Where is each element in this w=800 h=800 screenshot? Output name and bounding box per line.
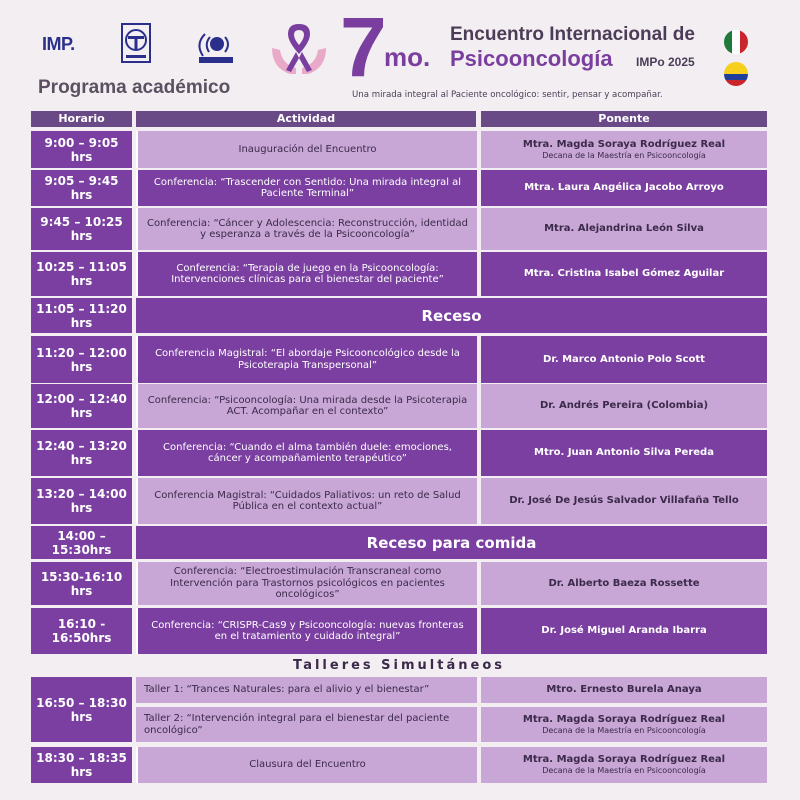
time-label: 18:30 – 18:35 hrs — [36, 751, 127, 779]
speaker-cell — [481, 707, 767, 742]
speaker-name: Mtro. Juan Antonio Silva Pereda — [534, 447, 714, 458]
break-banner — [136, 526, 767, 559]
activity-label: Clausura del Encuentro — [249, 759, 366, 771]
time-cell — [31, 677, 132, 742]
event-tagline: Una mirada integral al Paciente oncológico: sentir, pensar y acompañar. — [352, 90, 663, 100]
speaker-name: Dr. Alberto Baeza Rossette — [548, 577, 700, 589]
awareness-ribbon-hands-icon — [268, 18, 330, 80]
edition-suffix: mo. — [384, 42, 431, 72]
radio-olimpo-logo-icon — [193, 26, 238, 66]
event-code: IMPo 2025 — [636, 55, 695, 69]
time-label: 11:05 – 11:20 hrs — [36, 301, 127, 330]
workshop-activity-cell — [136, 707, 477, 742]
activity-cell — [136, 608, 477, 654]
activity-label: Conferencia: “Trascender con Sentido: Una mirada integral al Paciente Terminal” — [153, 176, 462, 199]
workshops-title: Talleres Simultáneos — [293, 658, 505, 673]
activity-label: Conferencia Magistral: “El abordaje Psicooncológico desde la Psicoterapia Transpersonal” — [155, 348, 460, 371]
time-cell — [31, 131, 132, 168]
time-label: 14:00 – 15:30hrs — [51, 528, 112, 557]
activity-cell — [136, 478, 477, 524]
activity-cell — [136, 252, 477, 296]
time-label: 13:20 – 14:00 hrs — [36, 487, 127, 515]
time-cell — [31, 430, 132, 476]
mexico-flag-icon — [724, 30, 748, 54]
speaker-cell — [481, 747, 767, 783]
event-title-line2: Psicooncología — [450, 46, 613, 71]
speaker-note: Decana de la Maestría en Psicooncología — [542, 150, 706, 160]
activity-cell — [136, 336, 477, 383]
speaker-cell — [481, 478, 767, 524]
column-header-time: Horario — [31, 111, 132, 127]
colombia-flag-icon — [724, 62, 748, 86]
program-title: Programa académico — [38, 77, 231, 98]
time-label: 9:05 – 9:45 hrs — [44, 174, 119, 202]
speaker-name: Mtra. Cristina Isabel Gómez Aguilar — [523, 268, 725, 279]
break-label: Receso para comida — [366, 533, 537, 552]
time-label: 15:30-16:10 hrs — [40, 569, 123, 598]
speaker-name: Mtra. Magda Soraya Rodríguez Real — [522, 138, 726, 150]
speaker-note: Decana de la Maestría en Psicooncología — [542, 725, 706, 735]
time-cell — [31, 336, 132, 383]
speaker-cell — [481, 430, 767, 476]
activity-label: Conferencia: “CRISPR-Cas9 y Psicooncología: nuevas fronteras en el tratamiento y cuidado integral” — [151, 619, 464, 642]
workshop-label: Taller 1: “Trances Naturales: para el alivio y el bienestar” — [144, 684, 430, 696]
impo-logo: IMP. — [42, 34, 75, 54]
column-header-speaker: Ponente — [481, 111, 767, 127]
speaker-name: Mtra. Magda Soraya Rodríguez Real — [522, 754, 726, 765]
workshop-activity-cell — [136, 677, 477, 703]
speaker-name: Dr. Andrés Pereira (Colombia) — [539, 400, 709, 411]
speaker-cell — [481, 336, 767, 383]
activity-cell — [136, 208, 477, 250]
speaker-name: Mtra. Magda Soraya Rodríguez Real — [522, 713, 726, 725]
partner-logos — [38, 22, 248, 72]
speaker-name: Dr. José De Jesús Salvador Villafaña Tello — [509, 495, 739, 506]
speaker-cell — [481, 608, 767, 654]
time-cell — [31, 562, 132, 605]
activity-cell — [136, 747, 477, 783]
activity-cell — [136, 131, 477, 168]
speaker-cell — [481, 252, 767, 296]
time-cell — [31, 170, 132, 206]
time-cell — [31, 747, 132, 783]
activity-cell — [136, 384, 477, 428]
activity-cell — [136, 170, 477, 206]
break-banner — [136, 298, 767, 333]
workshop-label: Taller 2: “Intervención integral para el bienestar del paciente oncológico” — [144, 713, 450, 736]
activity-cell — [136, 430, 477, 476]
time-label: 16:50 – 18:30 hrs — [36, 695, 127, 724]
activity-label: Conferencia: “Cuando el alma también duele: emociones, cáncer y acompañamiento terapéutico” — [163, 441, 452, 464]
time-label: 11:20 – 12:00 hrs — [36, 345, 127, 374]
activity-label: Conferencia: “Psicooncología: Una mirada desde la Psicoterapia ACT. Acompañar en el contexto” — [147, 394, 468, 417]
column-header-activity: Actividad — [136, 111, 476, 127]
time-cell — [31, 208, 132, 250]
time-cell — [31, 252, 132, 296]
speaker-cell — [481, 677, 767, 703]
speaker-name: Mtro. Ernesto Burela Anaya — [546, 684, 702, 695]
time-label: 12:00 – 12:40 hrs — [36, 392, 127, 420]
activity-label: Conferencia: “Electroestimulación Transcraneal como Intervención para Trastornos psicológicos en pacientes oncológicos” — [170, 566, 445, 601]
time-label: 10:25 – 11:05 hrs — [36, 260, 127, 288]
activity-label: Inauguración del Encuentro — [238, 143, 377, 155]
time-cell — [31, 526, 132, 559]
edition-number: 7 — [340, 0, 387, 94]
speaker-cell — [481, 208, 767, 250]
speaker-name: Mtra. Laura Angélica Jacobo Arroyo — [524, 182, 724, 193]
time-label: 9:45 – 10:25 hrs — [40, 215, 123, 243]
time-label: 16:10 - 16:50hrs — [51, 617, 112, 645]
speaker-cell — [481, 131, 767, 168]
activity-label: Conferencia: “Cáncer y Adolescencia: Reconstrucción, identidad y esperanza a través de la Psicooncología” — [147, 217, 468, 240]
itd-logo-icon — [120, 22, 152, 64]
time-cell — [31, 478, 132, 524]
speaker-name: Mtra. Alejandrina León Silva — [544, 223, 704, 234]
speaker-note: Decana de la Maestría en Psicooncología — [542, 766, 706, 775]
time-label: 9:00 – 9:05 hrs — [44, 135, 119, 164]
time-cell — [31, 608, 132, 654]
time-cell — [31, 384, 132, 428]
time-cell — [31, 298, 132, 333]
activity-label: Conferencia Magistral: “Cuidados Paliativos: un reto de Salud Pública en el contexto actual” — [154, 489, 461, 512]
activity-cell — [136, 562, 477, 605]
event-title-line1: Encuentro Internacional de — [450, 24, 695, 45]
activity-label: Conferencia: “Terapia de juego en la Psicooncología: Intervenciones clínicas para el bienestar del paciente” — [171, 262, 444, 285]
time-label: 12:40 – 13:20 hrs — [36, 439, 127, 467]
speaker-cell — [481, 562, 767, 605]
speaker-name: Dr. Marco Antonio Polo Scott — [543, 353, 705, 365]
break-label: Receso — [421, 306, 482, 325]
speaker-cell — [481, 384, 767, 428]
speaker-name: Dr. José Miguel Aranda Ibarra — [541, 625, 707, 636]
speaker-cell — [481, 170, 767, 206]
